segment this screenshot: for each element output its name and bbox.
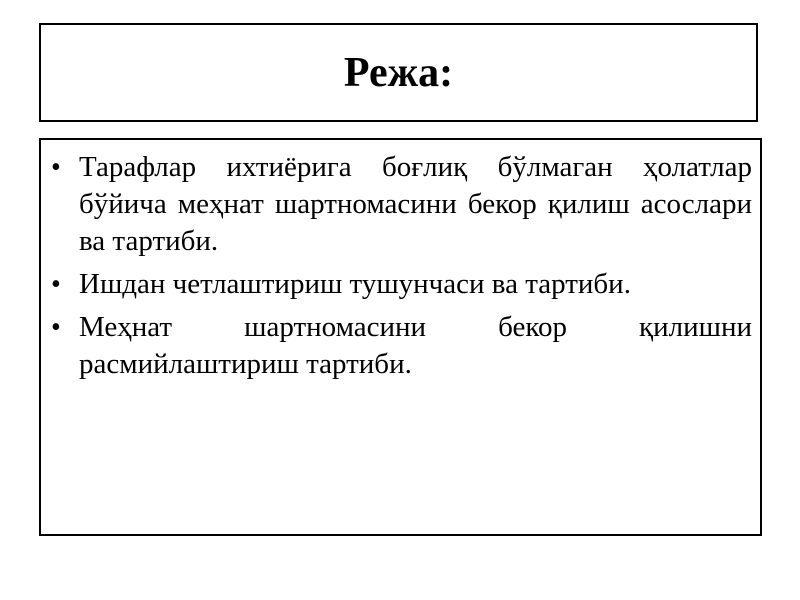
slide-title: Режа: <box>343 49 454 96</box>
list-item <box>41 309 752 383</box>
list-item <box>41 266 752 303</box>
content-box <box>39 138 762 536</box>
list-item-text: Ишдан четлаштириш тушунчаси ва тартиби. <box>79 268 631 300</box>
title-box <box>39 23 758 122</box>
bullet-icon: • <box>51 269 61 300</box>
list-item-text: Тарафлар ихтиёрига боғлиқ бўлмаган ҳолатлар бўйича меҳнат шартномасини бекор қилиш асослари ва тартиби. <box>79 151 752 257</box>
bullet-icon: • <box>51 152 61 183</box>
list-item-text: Меҳнат шартномасини бекор қилишни расмийлаштириш тартиби. <box>79 311 752 380</box>
list-item <box>41 149 752 260</box>
bullet-list <box>41 149 752 383</box>
bullet-icon: • <box>51 312 61 343</box>
